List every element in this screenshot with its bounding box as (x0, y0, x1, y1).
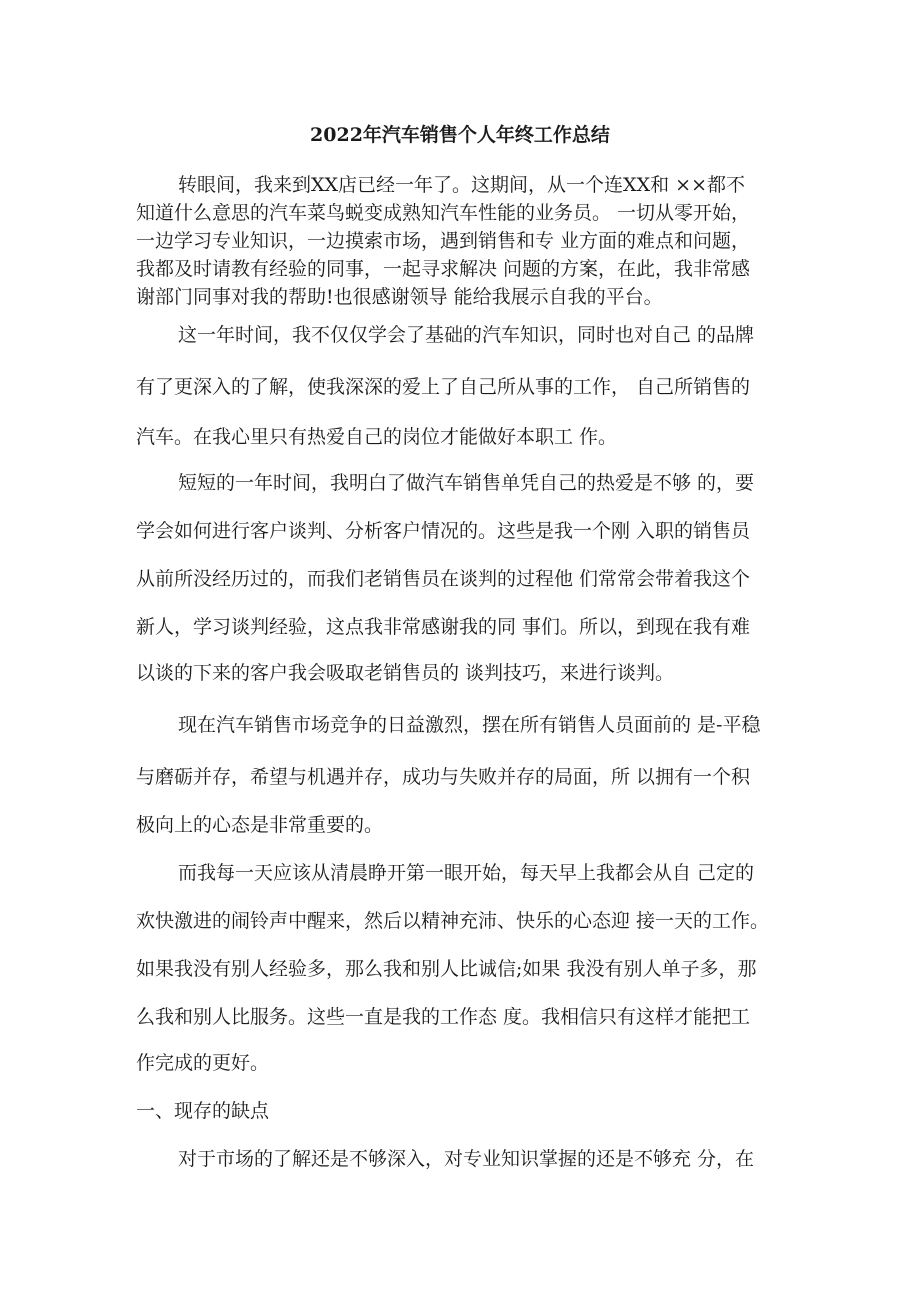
paragraph-line: 而我每一天应该从清晨睁开第一眼开始，每天早上我都会从自 己定的 (178, 862, 755, 884)
paragraph-line: 对于市场的了解还是不够深入，对专业知识掌握的还是不够充 分，在 (178, 1148, 755, 1170)
paragraph-line: 如果我没有别人经验多，那么我和别人比诚信;如果 我没有别人单子多，那 (136, 958, 757, 980)
paragraph-line: 学会如何进行客户谈判、分析客户情况的。这些是我一个刚 入职的销售员 (136, 520, 751, 542)
paragraph-line: 与磨砺并存，希望与机遇并存，成功与失败并存的局面，所 以拥有一个积 (136, 766, 751, 788)
paragraph-line: 以谈的下来的客户我会吸取老销售员的 谈判技巧，来进行谈判。 (136, 662, 675, 684)
paragraph-line: 谢部门同事对我的帮助!也很感谢领导 能给我展示自我的平台。 (136, 286, 663, 308)
paragraph-line: 转眼间，我来到XX店已经一年了。这期间，从一个连XX和 ××都不 (178, 174, 745, 196)
paragraph-line: 短短的一年时间，我明白了做汽车销售单凭自己的热爱是不够 的，要 (178, 472, 755, 494)
paragraph-line: 一边学习专业知识，一边摸索市场，遇到销售和专 业方面的难点和问题， (136, 230, 751, 252)
paragraph-line: 知道什么意思的汽车菜鸟蜕变成熟知汽车性能的业务员。 一切从零开始， (136, 202, 751, 224)
paragraph-line: 极向上的心态是非常重要的。 (136, 814, 384, 836)
paragraph-line: 从前所没经历过的，而我们老销售员在谈判的过程他 们常常会带着我这个 (136, 568, 751, 590)
paragraph-line: 作完成的更好。 (136, 1052, 270, 1074)
paragraph-line: 我都及时请教有经验的同事，一起寻求解决 问题的方案，在此，我非常感 (136, 258, 751, 280)
paragraph-line: 新人，学习谈判经验，这点我非常感谢我的同 事们。所以，到现在我有难 (136, 616, 751, 638)
paragraph-line: 么我和别人比服务。这些一直是我的工作态 度。我相信只有这样才能把工 (136, 1006, 751, 1028)
paragraph-line: 有了更深入的了解，使我深深的爱上了自己所从事的工作， 自己所销售的 (136, 376, 751, 398)
paragraph-line: 现在汽车销售市场竞争的日益激烈，摆在所有销售人员面前的 是-平稳 (178, 714, 761, 736)
paragraph-line: 欢快激进的闹铃声中醒来，然后以精神充沛、快乐的心态迎 接一天的工作。 (136, 910, 770, 932)
paragraph-line: 这一年时间，我不仅仅学会了基础的汽车知识，同时也对自己 的品牌 (178, 324, 755, 346)
paragraph-line: 汽车。在我心里只有热爱自己的岗位才能做好本职工 作。 (136, 426, 618, 448)
document-title: 2022年汽车销售个人年终工作总结 (310, 124, 610, 146)
section-heading: 一、现存的缺点 (136, 1100, 270, 1122)
